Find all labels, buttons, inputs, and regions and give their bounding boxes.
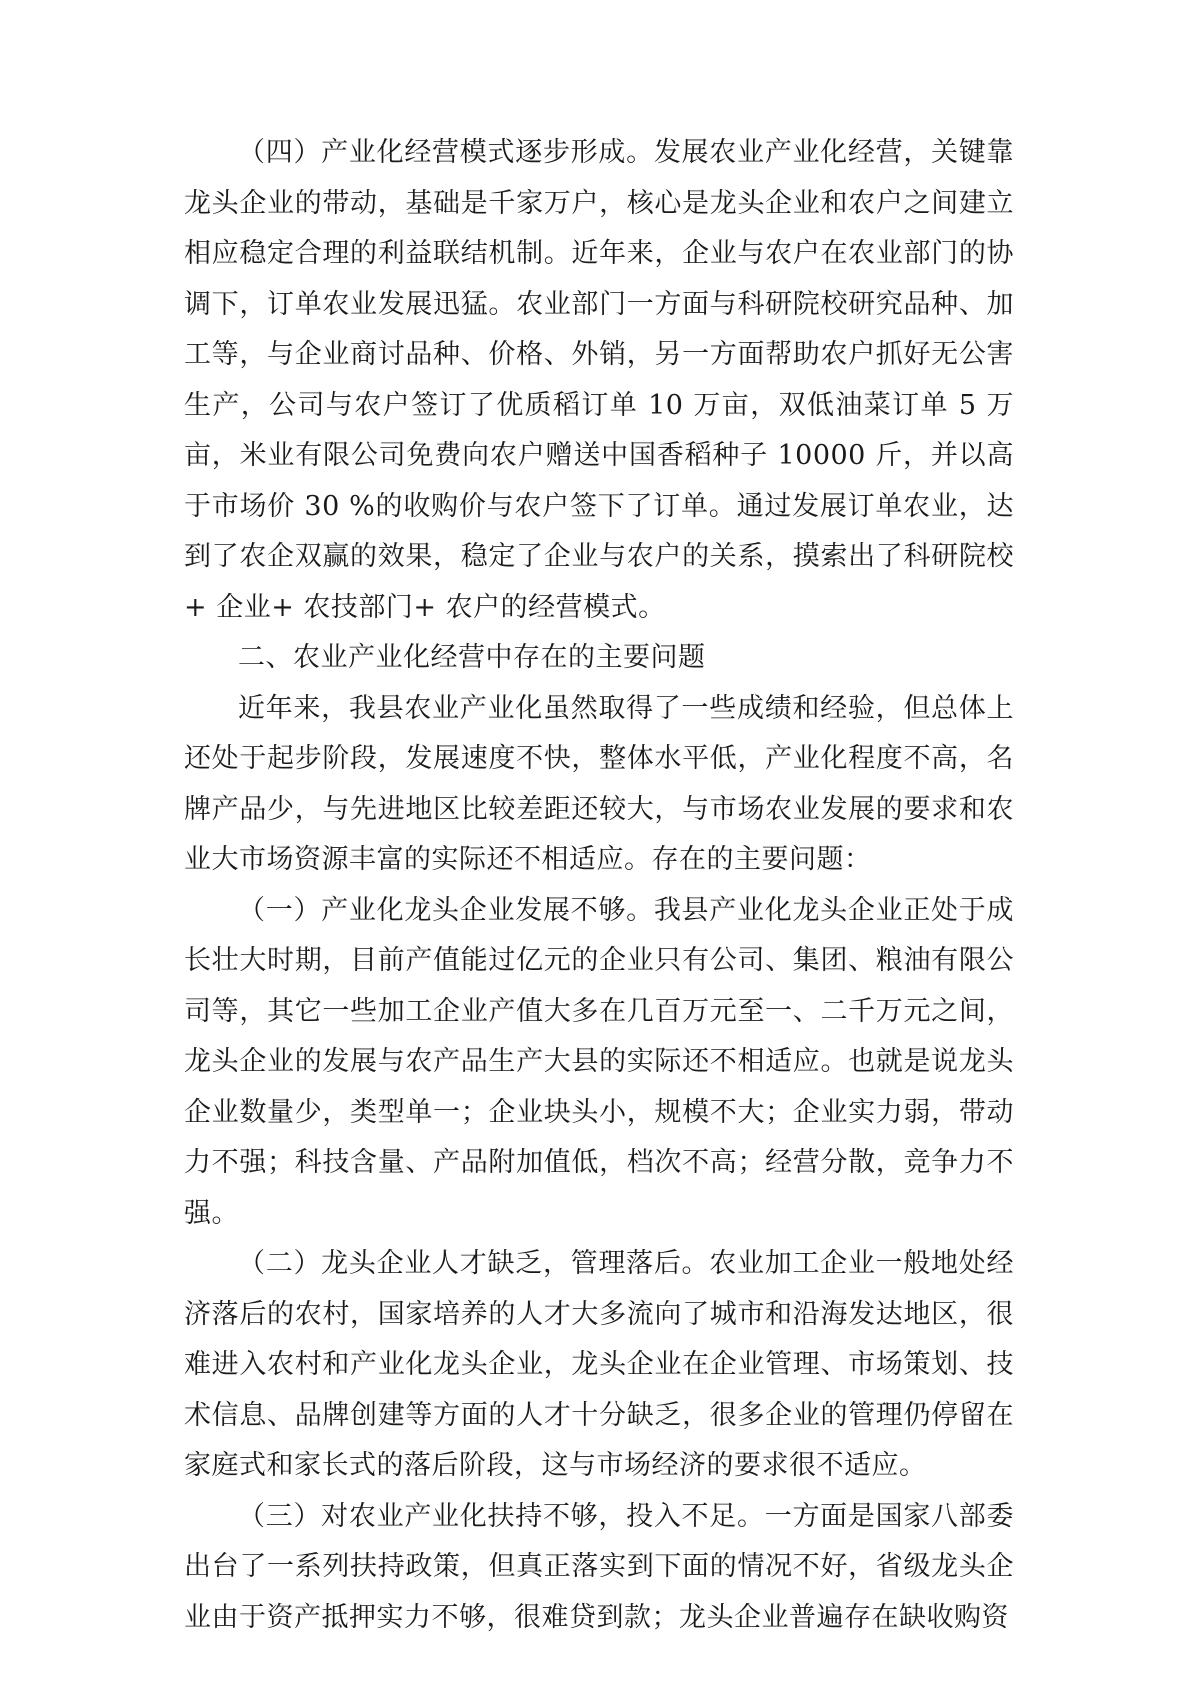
paragraph-insufficient-support: （三）对农业产业化扶持不够，投入不足。一方面是国家八部委出台了一系列扶持政策，但真正落实到下面的情况不好，省级龙头企业由于资产抵押实力不够，很难贷到款；龙头企业普遍存在缺收购资 [184,1500,1014,1633]
section-heading-main-problems: 二、农业产业化经营中存在的主要问题 [238,642,706,673]
document-page [184,128,1014,1643]
paragraph-problems-overview: 近年来，我县农业产业化虽然取得了一些成绩和经验，但总体上还处于起步阶段，发展速度不快，整体水平低，产业化程度不高，名牌产品少，与先进地区比较差距还较大，与市场农业发展的要求和农业大市场资源丰富的实际还不相适应。存在的主要问题： [184,692,1014,875]
paragraph-industrialization-model: （四）产业化经营模式逐步形成。发展农业产业化经营，关键靠龙头企业的带动，基础是千家万户，核心是龙头企业和农户之间建立相应稳定合理的利益联结机制。近年来，企业与农户在农业部门的协调下，订单农业发展迅猛。农业部门一方面与科研院校研究品种、加工等，与企业商讨品种、价格、外销，另一方面帮助农户抓好无公害生产，公司与农户签订了优质稻订单 10 万亩，双低油菜订单 5 万亩，米业有限公司免费向农户赠送中国香稻种子 10000 斤，并以高于市场价 30 %的收购价与农户签下了订单。通过发展订单农业，达到了农企双赢的效果，稳定了企业与农户的关系，摸索出了科研院校+ 企业+ 农技部门+ 农户的经营模式。 [184,137,1014,623]
paragraph-leading-enterprises: （一）产业化龙头企业发展不够。我县产业化龙头企业正处于成长壮大时期，目前产值能过亿元的企业只有公司、集团、粮油有限公司等，其它一些加工企业产值大多在几百万元至一、二千万元之间，龙头企业的发展与农产品生产大县的实际还不相适应。也就是说龙头企业数量少，类型单一；企业块头小，规模不大；企业实力弱，带动力不强；科技含量、产品附加值低，档次不高；经营分散，竞争力不强。 [184,894,1014,1229]
paragraph-talent-management: （二）龙头企业人才缺乏，管理落后。农业加工企业一般地处经济落后的农村，国家培养的人才大多流向了城市和沿海发达地区，很难进入农村和产业化龙头企业，龙头企业在企业管理、市场策划、技术信息、品牌创建等方面的人才十分缺乏，很多企业的管理仍停留在家庭式和家长式的落后阶段，这与市场经济的要求很不适应。 [184,1248,1014,1481]
